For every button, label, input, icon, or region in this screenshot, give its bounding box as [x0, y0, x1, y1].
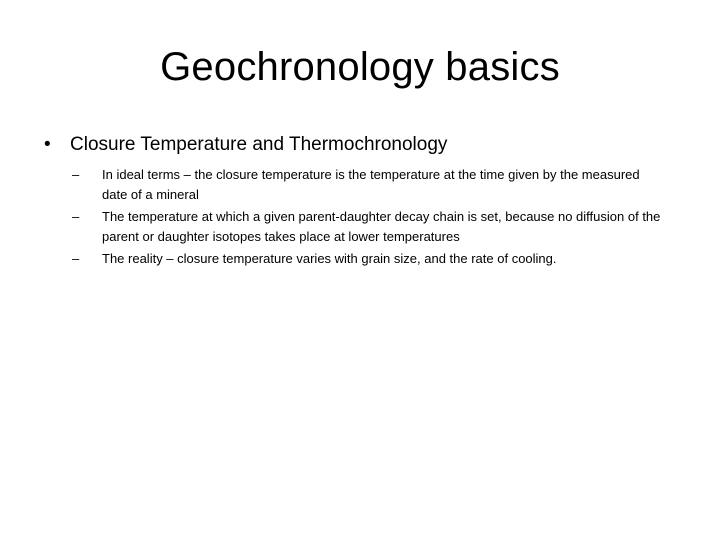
dash-icon: – [72, 209, 80, 224]
dash-icon: – [72, 251, 80, 266]
main-bullet [44, 131, 684, 159]
sub-bullet-item [44, 207, 662, 247]
bullet-icon: • [44, 134, 51, 155]
dash-icon: – [72, 167, 80, 182]
sub-bullet-item [44, 165, 662, 205]
sub-bullet-text: In ideal terms – the closure temperature is the temperature at the time given by the measured date of a mineral [102, 167, 640, 202]
sub-bullet-text: The reality – closure temperature varies with grain size, and the rate of cooling. [102, 251, 557, 266]
sub-bullet-list [44, 165, 684, 269]
main-bullet-text: Closure Temperature and Thermochronology [70, 134, 448, 155]
sub-bullet-item [44, 249, 662, 269]
slide-title: Geochronology basics [160, 45, 560, 89]
slide-content [44, 131, 684, 271]
sub-bullet-text: The temperature at which a given parent-daughter decay chain is set, because no diffusion of the parent or daughter isotopes takes place at lower temperatures [102, 209, 661, 244]
